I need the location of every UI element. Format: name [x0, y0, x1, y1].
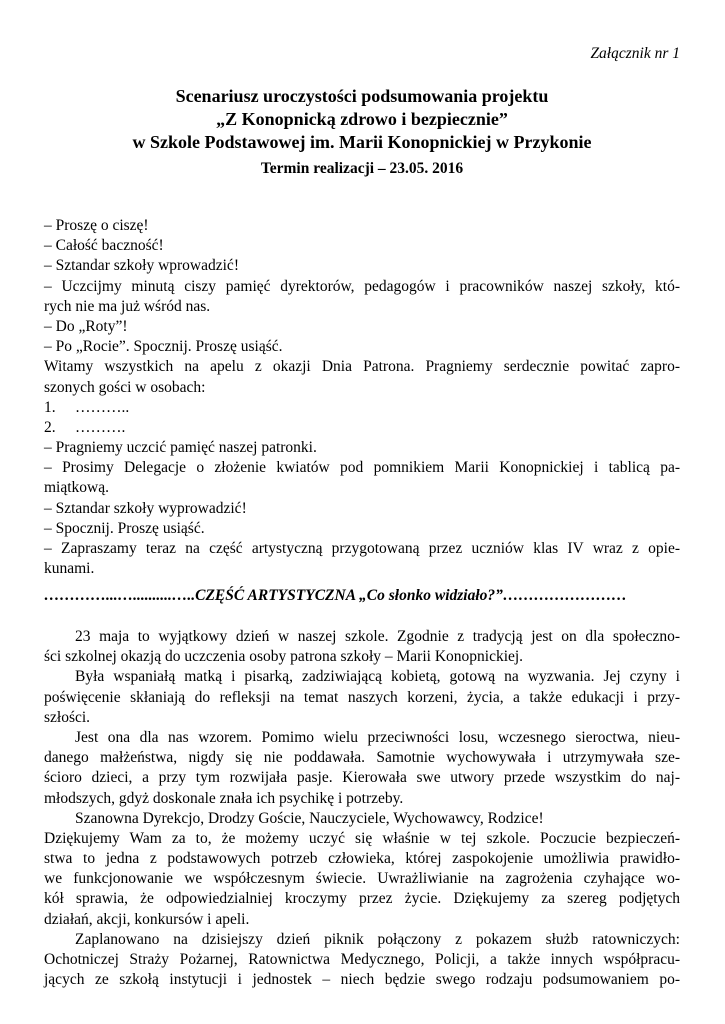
script-line: – Po „Rocie”. Spocznij. Proszę usiąść. [44, 338, 283, 356]
ceremony-script [44, 216, 680, 579]
list-text: ………. [75, 418, 126, 436]
script-line: miątkową. [44, 479, 109, 497]
body-line: Jest ona dla nas wzorem. Pomimo wielu przeciwności losu, wczesnego sieroctwa, nieu- [75, 728, 680, 746]
script-line: kunami. [44, 560, 95, 578]
body-line: Dziękujemy Wam za to, że możemy uczyć się właśnie w tej szkole. Poczucie bezpieczeń- [44, 829, 680, 847]
body-line: Zaplanowano na dzisiejszy dzień piknik połączony z pokazem służb ratowniczych: [75, 930, 680, 948]
body-line: szłości. [44, 708, 91, 726]
body-line: jących ze szkołą instytucji i jednostek – niech będzie swego rodzaju podsumowaniem po- [44, 971, 680, 989]
script-line: – Zapraszamy teraz na część artystyczną przygotowaną przez uczniów klas IV wraz z opie- [44, 540, 680, 557]
script-line: – Spocznij. Proszę usiąść. [44, 519, 205, 537]
script-line: – Proszę o ciszę! [44, 217, 149, 234]
body-line: Była wspaniałą matką i pisarką, zadziwiającą kobietą, gotową na wyzwania. Jej czyny i [75, 668, 680, 686]
body-line: młodszych, gdyż doskonale znała ich psychikę i potrzeby. [44, 789, 404, 807]
title-line-2: „Z Konopnicką zdrowo i bezpiecznie” [216, 109, 508, 129]
body-line: stwa to jedna z podstawowych potrzeb człowieka, której zaspokojenie umożliwia prawidło- [44, 850, 680, 868]
script-line: – Uczcijmy minutą ciszy pamięć dyrektorów, pedagogów i pracowników naszej szkoły, któ- [44, 277, 680, 295]
script-line: rych nie ma już wśród nas. [44, 297, 211, 315]
body-line: kół sprawia, że odpowiedzialniej kroczymy przez życie. Dziękujemy za szereg podjętych [44, 890, 680, 908]
body-line: ści szkolnej okazją do uczczenia osoby patrona szkoły – Marii Konopnickiej. [44, 648, 524, 666]
body-line: danego małżeństwa, nigdy się nie poddawała. Samotnie wychowywała i utrzymywała sze- [44, 749, 680, 767]
document-title [44, 85, 680, 154]
script-line: szonych gości w osobach: [44, 378, 206, 396]
list-text: ……….. [75, 398, 130, 416]
list-number: 2. [44, 418, 56, 436]
body-line: ścioro dzieci, a przy tym rozwijała pasje. Kierowała swe utwory przede wszystkim do naj- [44, 769, 680, 787]
body-line: Ochotniczej Straży Pożarnej, Ratownictwa Medycznego, Policji, a także innych współpracu- [44, 951, 680, 968]
guest-list-item [44, 418, 680, 438]
list-number: 1. [44, 398, 56, 416]
script-line: – Sztandar szkoły wyprowadzić! [44, 499, 247, 517]
title-line-1: Scenariusz uroczystości podsumowania projektu [175, 86, 549, 106]
term-date: Termin realizacji – 23.05. 2016 [260, 160, 464, 177]
body-text [44, 627, 680, 990]
script-line: – Do „Roty”! [44, 317, 128, 335]
title-line-3: w Szkole Podstawowej im. Marii Konopnickiej w Przykonie [132, 132, 592, 152]
section-heading: …………...…..........…..CZĘŚĆ ARTYSTYCZNA „Co słonko widziało?”…………………… [44, 587, 627, 604]
body-line: we funkcjonowanie we współczesnym świecie. Uwrażliwianie na zagrożenia czyhające wo- [44, 870, 680, 888]
script-line: – Pragniemy uczcić pamięć naszej patronki. [44, 439, 317, 457]
body-line: poświęcenie skłaniają do refleksji na temat naszych korzeni, życia, a także edukacji i przy- [44, 688, 680, 706]
script-line: – Całość baczność! [44, 237, 164, 255]
script-line: Witamy wszystkich na apelu z okazji Dnia Patrona. Pragniemy serdecznie powitać zapro- [44, 358, 680, 376]
script-line: – Prosimy Delegacje o złożenie kwiatów pod pomnikiem Marii Konopnickiej i tablicą pa- [44, 459, 680, 477]
body-line: działań, akcji, konkursów i apeli. [44, 910, 250, 928]
body-line: 23 maja to wyjątkowy dzień w naszej szkole. Zgodnie z tradycją jest on dla społeczno- [75, 628, 680, 645]
guest-list-item [44, 398, 680, 418]
script-line: – Sztandar szkoły wprowadzić! [44, 257, 239, 275]
document-page [44, 0, 680, 1024]
body-line: Szanowna Dyrekcjo, Drodzy Goście, Nauczyciele, Wychowawcy, Rodzice! [75, 809, 544, 827]
annex-label: Załącznik nr 1 [590, 45, 680, 62]
